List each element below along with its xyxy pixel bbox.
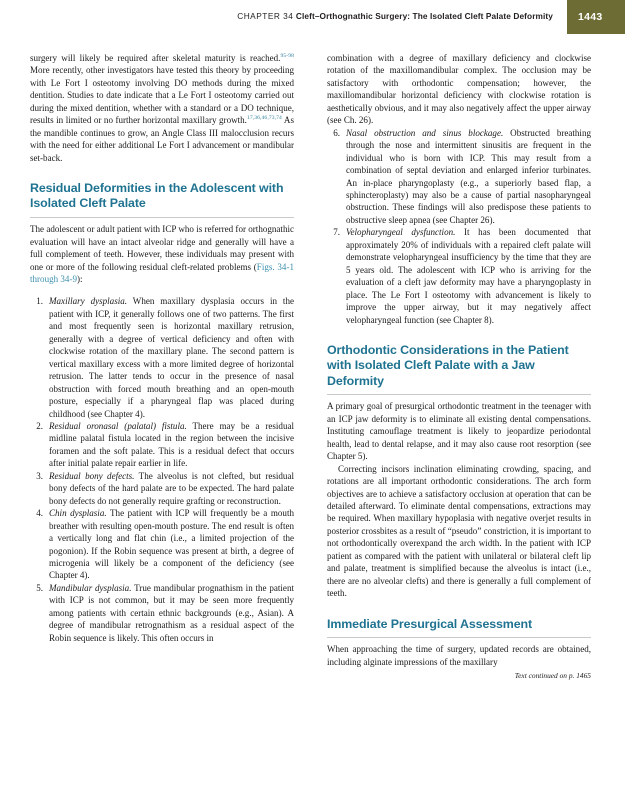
heading-rule [327, 637, 591, 638]
right-paragraph-2: Correcting incisors inclination eliminating crowding, spacing, and rotations are all important orthodontic considerations. The arch form objectives are to achieve a satisfactory occlusion at operation that can be detailed afterward. To eliminate dental compensations, extractions may be required. When maxillary hypoplasia with negative overjet results in posterior crossbites as a result of “pseudo” constriction, it is important to not orthodontically overexpand the arch width. In the patient with ICP patient as compared with the patient with unilateral or bilateral cleft lip and palate, treatment is simplified because the alveolus is intact (i.e., there are no alveolar clefts) and there is generally a full complement of teeth. [327, 463, 591, 599]
citation-reference: 95-98 [280, 52, 294, 59]
heading-rule [30, 217, 294, 218]
list-item-text: When maxillary dysplasia occurs in the patient with ICP, it generally follows one of two patterns. The first and most frequently seen is horizontal maxillary retrusion, generally with a degree of vertical deficiency and often with clockwise rotation of the maxillary plane. The second pattern is vertical maxillary excess with a more limited degree of horizontal retrusion. The latter tends to occur in the presence of nasal obstruction with forced mouth breathing and an open-mouth posture, especially if a pharyngeal flap was placed during childhood (see Chapter 4). [49, 296, 294, 419]
list-item [30, 507, 294, 582]
orthodontic-considerations-heading-block [327, 343, 591, 395]
list-item-term: Velopharyngeal dysfunction. [346, 227, 456, 238]
list-item-text: The alveolus is not clefted, but residual bony defects of the hard palate are to be expected. The hard palate bony defects do not generally require grafting or reconstruction. [49, 470, 294, 506]
list-item-term: Maxillary dysplasia. [49, 296, 128, 307]
left-opening-paragraph [30, 52, 294, 164]
list-item-term: Chin dysplasia. [49, 508, 107, 519]
residual-deformities-heading-block [30, 181, 294, 218]
section-heading-residual-deformities: Residual Deformities in the Adolescent with Isolated Cleft Palate [30, 181, 284, 211]
left-opening-part3: As the mandible continues to grow, an Angle Class III malocclusion recurs with the need for either additional Le Fort I advancement or mandibular set-back. [30, 115, 294, 163]
list-item-number: 4. [36, 508, 43, 519]
list-item-text: It has been documented that approximately 20% of individuals with a repaired cleft palate will demonstrate velopharyngeal insufficiency by the time that they are 5 years old. The adolescent with ICP who is arriving for the evaluation of a cleft jaw deformity may have a pharyngoplasty in place. The Le Fort I osteotomy with advancement is likely to improve the upper airway, but it may negatively affect velopharyngeal function (see Chapter 8). [346, 227, 591, 325]
left-opening-part2: More recently, other investigators have tested this theory by proceeding with Le Fort I osteotomy involving DO methods during the mixed dentition. Studies to date indicate that a Le Fort I osteotomy carried out during the mixed dentition, whether with a standard or a DO technique, results in limited or no further horizontal maxillary growth. [30, 65, 294, 126]
list-item-number: 3. [36, 470, 43, 481]
right-column [327, 52, 591, 681]
text-continued-note: Text continued on p. 1465 [514, 671, 591, 681]
residual-problems-list-continued [327, 127, 591, 326]
right-continuation-paragraph: combination with a degree of maxillary deficiency and clockwise rotation of the maxillomandibular complex. The occlusion may be satisfactory with orthodontic compensation; however, the maxillomandibular horizontal deficiency with clockwise rotation is aesthetically obvious, and it may also negatively affect the upper airway (see Ch. 26). [327, 53, 591, 126]
page-number-box [567, 0, 625, 34]
list-item-number: 2. [36, 420, 43, 431]
section-heading-immediate-presurgical-assessment: Immediate Presurgical Assessment [327, 616, 533, 631]
list-item-number: 7. [333, 227, 340, 238]
page-number: 1443 [578, 11, 603, 23]
list-item-term: Residual bony defects. [49, 470, 135, 481]
running-head-chapter-title: Cleft–Orthognathic Surgery: The Isolated Cleft Palate Deformity [295, 11, 553, 21]
list-item [30, 420, 294, 470]
list-item-term: Residual oronasal (palatal) fistula. [49, 420, 187, 431]
right-paragraph-3: When approaching the time of surgery, updated records are obtained, including alginate impressions of the maxillary [327, 644, 591, 667]
list-item [327, 226, 591, 326]
left-column [30, 52, 294, 644]
list-item-number: 5. [36, 582, 43, 593]
list-item-term: Nasal obstruction and sinus blockage. [346, 127, 504, 138]
list-item [30, 582, 294, 644]
left-opening-part1: surgery will likely be required after skeletal maturity is reached. [30, 53, 281, 63]
list-item-number: 6. [333, 127, 340, 138]
running-head-chapter-label: CHAPTER 34 [237, 11, 294, 21]
list-item-text: The patient with ICP will frequently be a mouth breather with resulting open-mouth posture. The end result is often a vertically long and flat chin (i.e., a limited projection of the pogonion). If the Robin sequence was present at birth, a degree of microgenia will likely be a component of the deficiency (see Chapter 4). [49, 508, 294, 581]
figure-cross-reference[interactable]: Figs. 34-1 through 34-9 [30, 261, 294, 284]
right-paragraph-1: A primary goal of presurgical orthodontic treatment in the teenager with an ICP jaw deformity is to eliminate all existing dental compensations. Instituting camouflage treatment is likely to jeopardize periodontal health, lead to dental relapse, and it may also cause root resorption (see Chapter 5). [327, 401, 591, 462]
list-item-term: Mandibular dysplasia. [49, 582, 132, 593]
presurgical-assessment-heading-block [327, 617, 591, 638]
list-item [327, 127, 591, 227]
running-head [0, 0, 625, 34]
residual-problems-list [30, 295, 294, 644]
list-item-text: True mandibular prognathism in the patient with ICP is not common, but it may be seen more frequently among patients with certain ethnic backgrounds (e.g., Asian). A degree of mandibular retrognathism as a residual aspect of the Robin sequence is likely. This often occurs in [49, 582, 294, 643]
list-item [30, 470, 294, 507]
list-item [30, 295, 294, 420]
section-heading-orthodontic-considerations: Orthodontic Considerations in the Patient with Isolated Cleft Palate with a Jaw Deformity [327, 342, 569, 388]
list-item-number: 1. [36, 296, 43, 307]
left-intro-paragraph [30, 223, 294, 285]
list-item-text: Obstructed breathing through the nose and intermittent sinusitis are frequent in the individual who is born with ICP. This may result from a combination of septal deviation and enlarged inferior turbinates. An in-place pharyngoplasty (e.g., a superiorly based flap, a sphincteroplasty) may also be a cause of partial nasopharyngeal obstruction. These findings will also predispose these patients to obstructive sleep apnea (see Chapter 26). [346, 127, 591, 225]
spacer [30, 285, 294, 295]
running-head-text [237, 11, 553, 21]
list-item-text: There may be a residual midline palatal fistula located in the region between the incisive foramen and the soft palate. This is a residual defect that occurs after initial palate repair earlier in life. [49, 420, 294, 469]
citation-reference: 17,36,46,73,74 [246, 115, 282, 122]
left-intro-part2: ): [77, 273, 83, 284]
left-intro-part1: The adolescent or adult patient with ICP who is referred for orthognathic evaluation will have an intact alveolar ridge and generally will have a full complement of teeth. However, these individuals may present with one or more of the following residual cleft-related problems ( [30, 224, 294, 272]
heading-rule [327, 394, 591, 395]
